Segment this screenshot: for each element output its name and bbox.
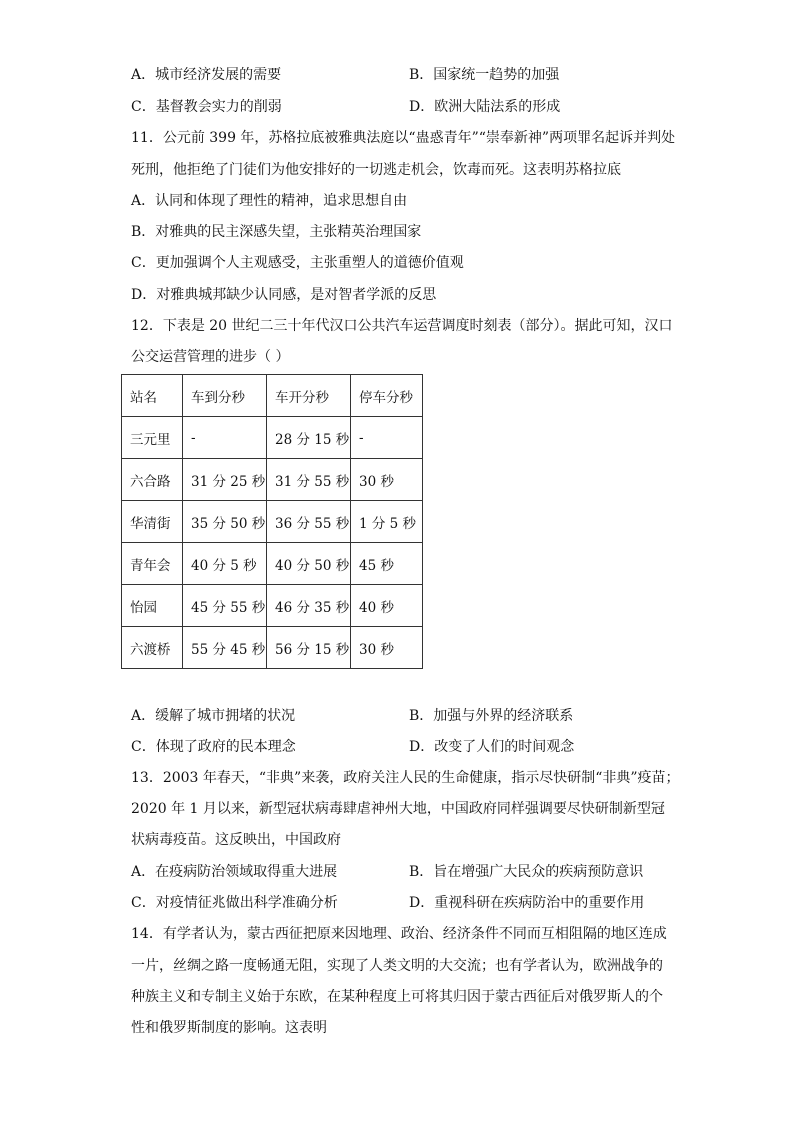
q13-option-c: C．对疫情征兆做出科学准确分析 — [131, 895, 338, 911]
table-header-cell: 车开分秒 — [267, 375, 351, 417]
table-cell: 45 秒 — [351, 543, 423, 585]
table-cell: 30 秒 — [351, 459, 423, 501]
table-row — [122, 543, 423, 585]
table-cell: 40 分 50 秒 — [267, 543, 351, 585]
table-cell: 40 分 5 秒 — [183, 543, 267, 585]
q11-option-a: A．认同和体现了理性的精神，追求思想自由 — [131, 193, 408, 209]
table-cell: 六渡桥 — [122, 627, 183, 669]
table-cell: 31 分 55 秒 — [267, 459, 351, 501]
table-cell: - — [183, 417, 267, 459]
q11-stem-line: 死刑，他拒绝了门徒们为他安排好的一切逃走机会，饮毒而死。这表明苏格拉底 — [131, 162, 621, 178]
table-cell: 30 秒 — [351, 627, 423, 669]
q12-stem-line: 公交运营管理的进步（ ） — [131, 349, 290, 365]
table-cell: 55 分 45 秒 — [183, 627, 267, 669]
q12-option-a: A．缓解了城市拥堵的状况 — [131, 708, 296, 724]
table-cell: 28 分 15 秒 — [267, 417, 351, 459]
table-cell: 56 分 15 秒 — [267, 627, 351, 669]
table-cell: - — [351, 417, 423, 459]
table-header-cell: 站名 — [122, 375, 183, 417]
bus-schedule-table — [121, 374, 423, 669]
q12-option-d: D．改变了人们的时间观念 — [409, 739, 575, 755]
table-cell: 华清街 — [122, 501, 183, 543]
table-row — [122, 627, 423, 669]
table-cell: 36 分 55 秒 — [267, 501, 351, 543]
q10-option-c: C．基督教会实力的削弱 — [131, 99, 282, 115]
q14-stem-line: 14．有学者认为，蒙古西征把原来因地理、政治、经济条件不同而互相阻隔的地区连成 — [131, 926, 667, 942]
table-cell: 45 分 55 秒 — [183, 585, 267, 627]
q12-option-b: B．加强与外界的经济联系 — [409, 708, 574, 724]
q13-option-b: B．旨在增强广大民众的疾病预防意识 — [409, 864, 644, 880]
q14-stem-line: 一片，丝绸之路一度畅通无阻，实现了人类文明的大交流；也有学者认为，欧洲战争的 — [131, 958, 663, 974]
table-cell: 1 分 5 秒 — [351, 501, 423, 543]
q10-option-b: B．国家统一趋势的加强 — [409, 67, 560, 83]
q10-option-d: D．欧洲大陆法系的形成 — [409, 99, 561, 115]
table-header-row — [122, 375, 423, 417]
q14-stem-line: 性和俄罗斯制度的影响。这表明 — [131, 1020, 327, 1036]
q10-option-a: A．城市经济发展的需要 — [131, 67, 282, 83]
q11-option-c: C．更加强调个人主观感受，主张重塑人的道德价值观 — [131, 255, 464, 271]
table-cell: 35 分 50 秒 — [183, 501, 267, 543]
table-cell: 31 分 25 秒 — [183, 459, 267, 501]
q14-stem-line: 种族主义和专制主义始于东欧，在某种程度上可将其归因于蒙古西征后对俄罗斯人的个 — [131, 989, 663, 1005]
table-row — [122, 585, 423, 627]
table-cell: 六合路 — [122, 459, 183, 501]
q12-option-c: C．体现了政府的民本理念 — [131, 739, 296, 755]
q11-option-d: D．对雅典城邦缺少认同感，是对智者学派的反思 — [131, 287, 437, 303]
q12-stem-line: 12．下表是 20 世纪二三十年代汉口公共汽车运营调度时刻表（部分）。据此可知，汉口 — [131, 318, 673, 334]
q11-option-b: B．对雅典的民主深感失望，主张精英治理国家 — [131, 224, 422, 240]
table-header-cell: 停车分秒 — [351, 375, 423, 417]
q11-stem-line: 11．公元前 399 年，苏格拉底被雅典法庭以“蛊惑青年”“崇奉新神”两项罪名起诉并判处 — [131, 130, 676, 146]
table-row — [122, 501, 423, 543]
table-header-cell: 车到分秒 — [183, 375, 267, 417]
q13-stem-line: 13．2003 年春天，“非典”来袭，政府关注人民的生命健康，指示尽快研制“非典”疫苗； — [131, 770, 680, 786]
table-row — [122, 417, 423, 459]
table-cell: 46 分 35 秒 — [267, 585, 351, 627]
table-cell: 40 秒 — [351, 585, 423, 627]
table-cell: 怡园 — [122, 585, 183, 627]
table-cell: 青年会 — [122, 543, 183, 585]
q13-option-d: D．重视科研在疾病防治中的重要作用 — [409, 895, 645, 911]
q13-stem-line: 状病毒疫苗。这反映出，中国政府 — [131, 832, 341, 848]
table-row — [122, 459, 423, 501]
q13-stem-line: 2020 年 1 月以来，新型冠状病毒肆虐神州大地，中国政府同样强调要尽快研制新型冠 — [131, 801, 665, 817]
table-cell: 三元里 — [122, 417, 183, 459]
q13-option-a: A．在疫病防治领域取得重大进展 — [131, 864, 338, 880]
